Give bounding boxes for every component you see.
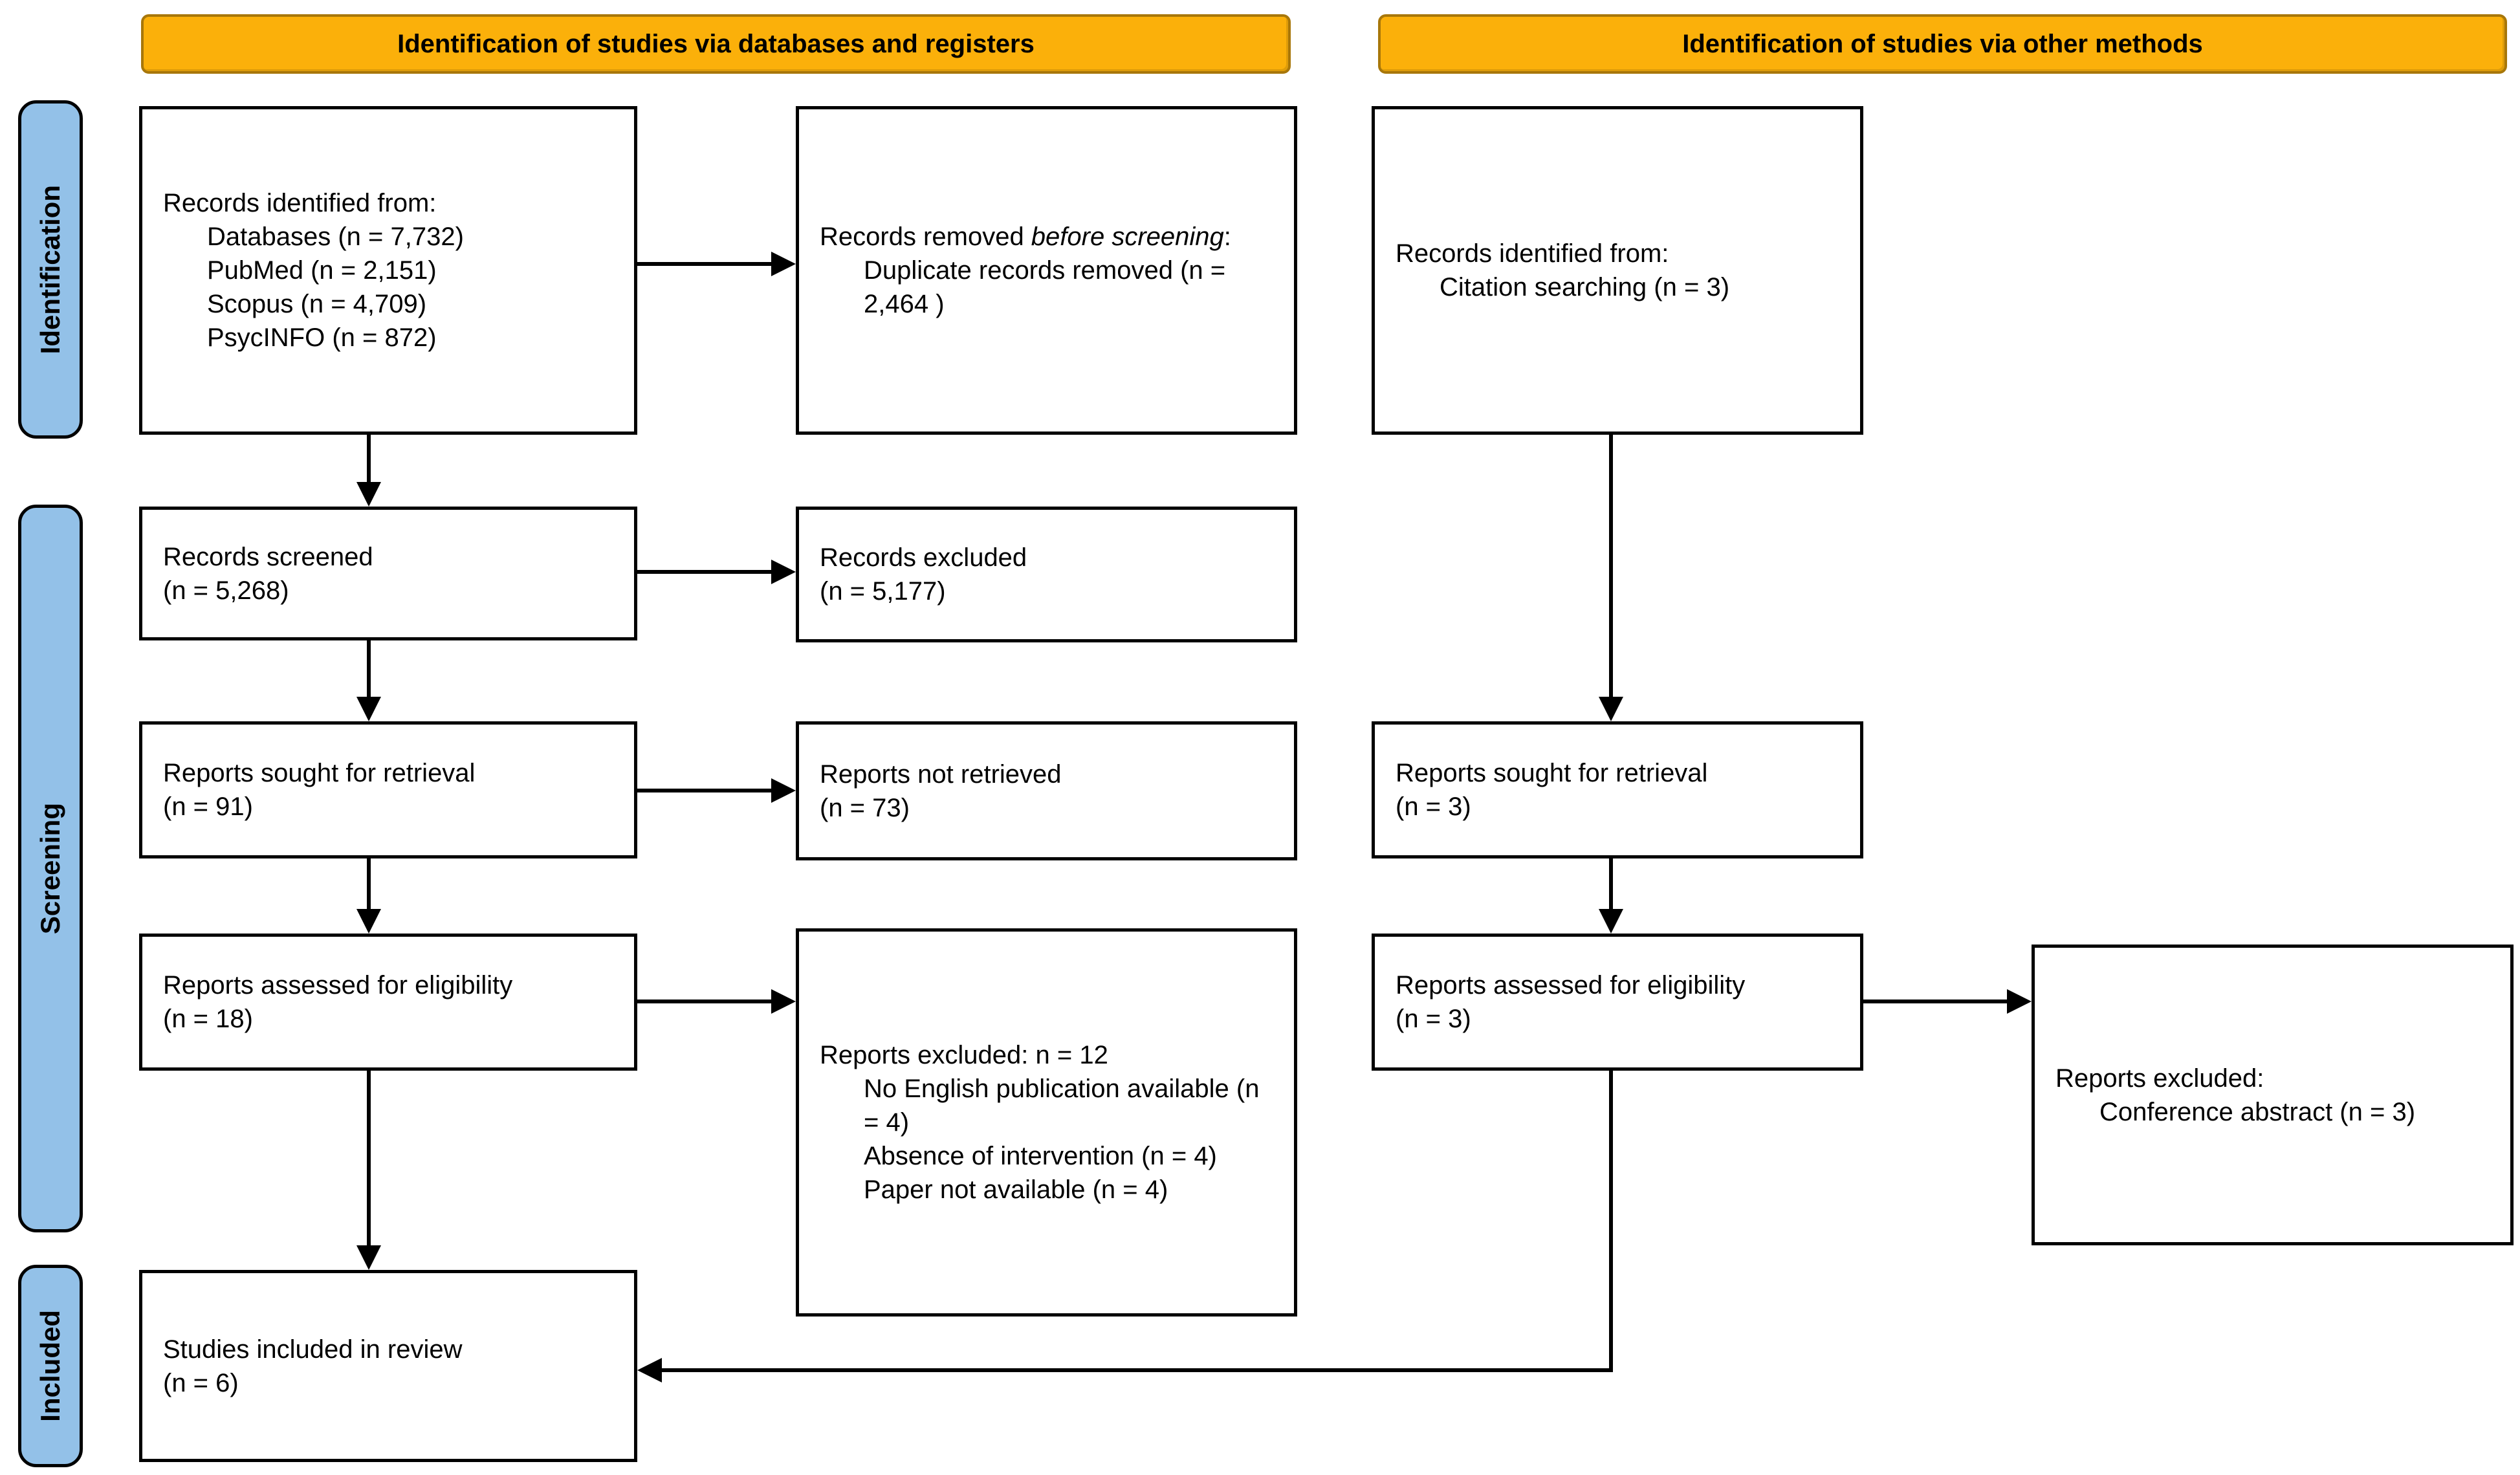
box-line: Reports assessed for eligibility [163,971,513,1000]
box-line: Records identified from: [1396,239,1669,268]
arrow-soughtother-to-assessedother-head [1599,909,1623,934]
box-line: Reports excluded: n = 12 [820,1041,1108,1069]
box-line: Records excluded [820,543,1027,572]
box-line: Reports sought for retrieval [163,759,476,787]
stage-identification-label: Identification [35,184,65,355]
arrow-identified-to-removed-head [771,252,796,276]
box-line: PsycINFO (n = 872) [207,323,437,352]
arrow-soughtother-to-assessedother-line [1609,857,1613,912]
stage-included-label: Included [35,1310,65,1422]
box-line: Paper not available (n = 4) [864,1175,1168,1204]
box-line: (n = 91) [163,792,253,821]
box-line: PubMed (n = 2,151) [207,256,437,285]
arrow-identified-to-screened-head [356,482,381,507]
box-reports-sought-other [1372,721,1863,858]
box-line: Databases (n = 7,732) [207,223,464,251]
box-records-removed-before-screening [796,106,1297,435]
stage-screening-label: Screening [35,802,65,935]
arrow-screened-to-excluded-head [771,560,796,584]
box-records-identified-databases [139,106,637,435]
box-line: Records removed before screening: [820,223,1231,251]
box-line: Absence of intervention (n = 4) [864,1142,1217,1170]
box-reports-assessed-databases [139,934,637,1071]
box-reports-not-retrieved [796,721,1297,860]
arrow-assessedother-to-included-hline [660,1368,1613,1372]
header-banner-databases-registers: Identification of studies via databases and registers [141,14,1291,74]
box-reports-excluded-reasons [796,928,1297,1317]
arrow-screened-to-sought-line [367,639,371,699]
arrow-assessedother-to-conference-head [2007,989,2032,1014]
arrow-sought-to-assessed-line [367,857,371,912]
arrow-assessed-to-included-head [356,1245,381,1270]
box-line: Citation searching (n = 3) [1440,273,1730,301]
box-reports-assessed-other [1372,934,1863,1071]
box-reports-excluded-conference [2032,945,2514,1245]
header-banner-other-methods: Identification of studies via other methods [1378,14,2507,74]
arrow-identified-to-screened-line [367,433,371,485]
stage-screening [18,505,83,1232]
box-line: Duplicate records removed (n = 2,464 ) [864,256,1226,318]
box-records-screened [139,507,637,640]
box-records-identified-other [1372,106,1863,435]
box-line: (n = 3) [1396,1005,1471,1033]
arrow-assessedother-to-conference-line [1860,1000,2009,1003]
box-line: Records screened [163,542,373,571]
arrow-identifiedother-to-soughtother-line [1609,433,1613,699]
arrow-sought-to-assessed-head [356,909,381,934]
arrow-screened-to-excluded-line [634,570,773,574]
arrow-assessed-to-included-line [367,1069,371,1247]
arrow-identified-to-removed-line [634,262,773,266]
box-studies-included [139,1270,637,1462]
box-line: Records identified from: [163,189,437,217]
box-records-excluded [796,507,1297,642]
arrow-assessed-to-excludedreasons-line [634,1000,773,1003]
box-line: (n = 5,177) [820,577,946,606]
box-line: Reports not retrieved [820,759,1062,789]
box-line: Reports assessed for eligibility [1396,971,1746,1000]
box-line: Conference abstract (n = 3) [2099,1097,2416,1126]
box-line: No English publication available (n = 4) [864,1075,1260,1137]
arrow-identifiedother-to-soughtother-head [1599,697,1623,721]
box-line: (n = 5,268) [163,576,289,605]
arrow-assessed-to-excludedreasons-head [771,989,796,1014]
arrow-sought-to-notretrieved-head [771,778,796,803]
box-line: (n = 6) [163,1368,239,1397]
box-line: Scopus (n = 4,709) [207,290,427,318]
stage-identification [18,100,83,439]
arrow-sought-to-notretrieved-line [634,789,773,792]
box-line: Studies included in review [163,1335,463,1364]
arrow-assessedother-to-included-head [637,1358,662,1382]
arrow-screened-to-sought-head [356,697,381,721]
box-line: (n = 3) [1396,792,1471,821]
stage-included [18,1265,83,1467]
box-line: Reports excluded: [2055,1064,2264,1093]
box-line: (n = 18) [163,1005,253,1033]
box-reports-sought-databases [139,721,637,858]
arrow-assessedother-to-included-vline [1609,1069,1613,1372]
box-line: Reports sought for retrieval [1396,759,1708,787]
box-line: (n = 73) [820,793,910,822]
